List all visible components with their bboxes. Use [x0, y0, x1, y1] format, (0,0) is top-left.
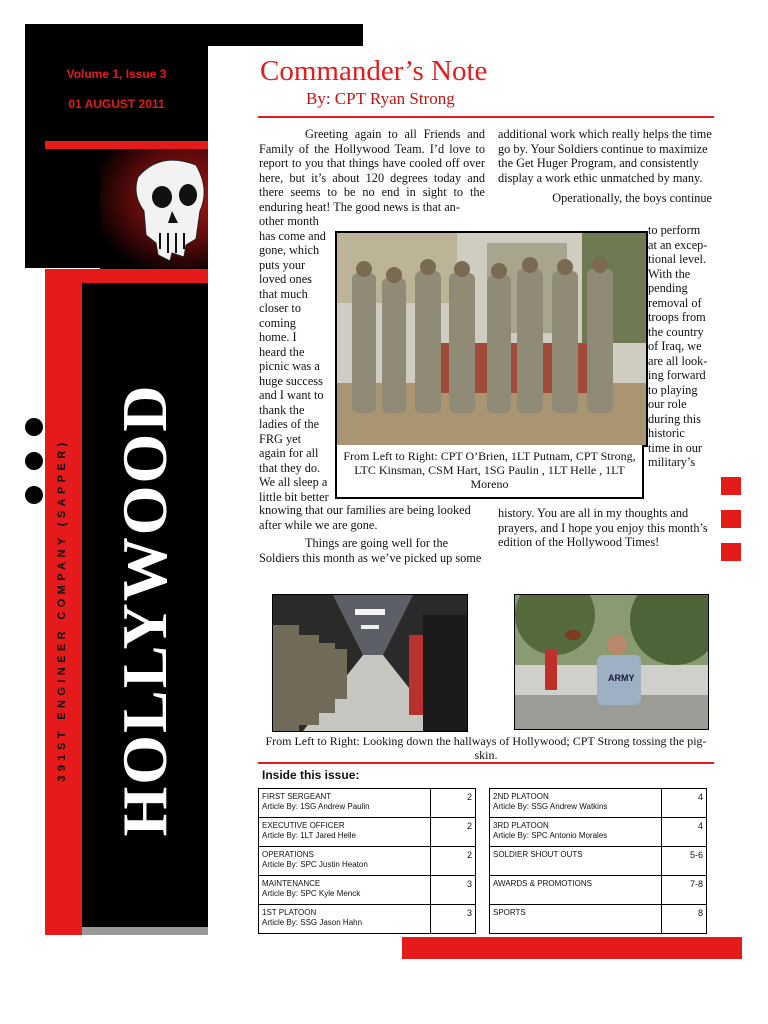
decor-red-square [721, 543, 741, 561]
toc-author: Article By: SPC Justin Heaton [262, 860, 368, 869]
caption-rule [258, 762, 714, 764]
toc-row [490, 905, 707, 934]
toc-author: Article By: SSG Andrew Watkins [493, 802, 608, 811]
unit-name: 391ST ENGINEER COMPANY (SAPPER) [56, 438, 68, 782]
skull-logo-image [100, 149, 208, 269]
col2-bottom-text: history. You are all in my thoughts and prayers, and I hope you enjoy this month’s edition of the Hollywood Times! [498, 506, 708, 549]
photos-caption: From Left to Right: Looking down the hallways of Hollywood; CPT Strong tossing the pig-skin. [265, 734, 707, 762]
toc-page: 3 [431, 876, 476, 905]
toc-section: FIRST SERGEANT [262, 792, 332, 801]
toc-page: 5-6 [662, 847, 707, 876]
toc-row [259, 876, 476, 905]
hallway-photo [272, 594, 468, 732]
col1-top-text: Greeting again to all Friends and Family of the Hollywood Team. I’d love to report to you that things have cooled off over here, but it’s about 120 degrees today and there seems to be no end in sight to the enduring heat! The good news is that an- [259, 127, 485, 214]
issue-volume: Volume 1, Issue 3 [66, 67, 167, 81]
toc-row [490, 818, 707, 847]
toc-page: 3 [431, 905, 476, 934]
football-photo [514, 594, 709, 730]
group-photo-caption: From Left to Right: CPT O’Brien, 1LT Putnam, CPT Strong, LTC Kinsman, CSM Hart, 1SG Paulin , 1LT Helle , 1LT Moreno [335, 445, 644, 499]
footer-red-bar [402, 937, 742, 959]
col2-top-text: additional work which really helps the time go by. Your Soldiers continue to maximize the Get Huger Program, and consistently display a work ethic unmatched by many. Operationally, the boys continue [498, 127, 712, 205]
toc-row [259, 789, 476, 818]
toc-section: SPORTS [493, 908, 526, 917]
toc-author: Article By: SPC Kyle Menck [262, 889, 361, 898]
toc-page: 7-8 [662, 876, 707, 905]
toc-section: 2ND PLATOON [493, 792, 549, 801]
banner-top-bar [25, 24, 363, 46]
toc-section: OPERATIONS [262, 850, 314, 859]
toc-page: 4 [662, 789, 707, 818]
toc-section: MAINTENANCE [262, 879, 321, 888]
shirt-text: ARMY [608, 673, 635, 683]
group-photo [335, 231, 648, 447]
toc-row [490, 789, 707, 818]
toc-section: EXECUTIVE OFFICER [262, 821, 345, 830]
banner-red-stripe [45, 141, 208, 149]
toc-row [259, 818, 476, 847]
decor-dot [25, 486, 43, 504]
issue-date: 01 AUGUST 2011 [68, 97, 165, 111]
toc-page: 8 [662, 905, 707, 934]
masthead-title: HOLLYWOOD [109, 383, 180, 837]
toc-page: 2 [431, 818, 476, 847]
toc-table-right [489, 788, 707, 934]
toc-table-left [258, 788, 476, 934]
toc-row [490, 876, 707, 905]
col2-wrap-text: to perform at an excep- tional level. With the pending removal of troops from the country of Iraq, we are all look- ing forward to playing our role during this historic time in our military’s [648, 223, 708, 469]
toc-author: Article By: SSG Jason Hahn [262, 918, 363, 927]
decor-red-square [721, 510, 741, 528]
toc-page: 2 [431, 847, 476, 876]
toc-row [259, 847, 476, 876]
toc-row [490, 847, 707, 876]
toc-section: 3RD PLATOON [493, 821, 549, 830]
toc-author: Article By: 1LT Jared Helle [262, 831, 356, 840]
toc-section: AWARDS & PROMOTIONS [493, 879, 592, 888]
article-byline: By: CPT Ryan Strong [306, 89, 455, 108]
banner-grey-footer [82, 927, 208, 935]
toc-page: 2 [431, 789, 476, 818]
decor-red-square [721, 477, 741, 495]
toc-section: SOLDIER SHOUT OUTS [493, 850, 583, 859]
article-title: Commander’s Note [260, 55, 488, 87]
toc-row [259, 905, 476, 934]
col1-wrap-text: other month has come and gone, which puts your loved ones that much closer to coming home. I heard the picnic was a huge success and I want to thank the ladies of the FRG yet again for all that they do. We all sleep a little bit better [259, 214, 329, 504]
col1-bottom-text: knowing that our families are being looked after while we are gone. Things are going well for the Soldiers this month as we’ve picked up some [259, 503, 482, 565]
title-rule [258, 116, 714, 118]
toc-section: 1ST PLATOON [262, 908, 317, 917]
toc-author: Article By: 1SG Andrew Paulin [262, 802, 370, 811]
decor-dot [25, 418, 43, 436]
inside-issue-title: Inside this issue: [262, 768, 360, 782]
toc-page: 4 [662, 818, 707, 847]
toc-author: Article By: SPC Antonio Morales [493, 831, 608, 840]
decor-dot [25, 452, 43, 470]
